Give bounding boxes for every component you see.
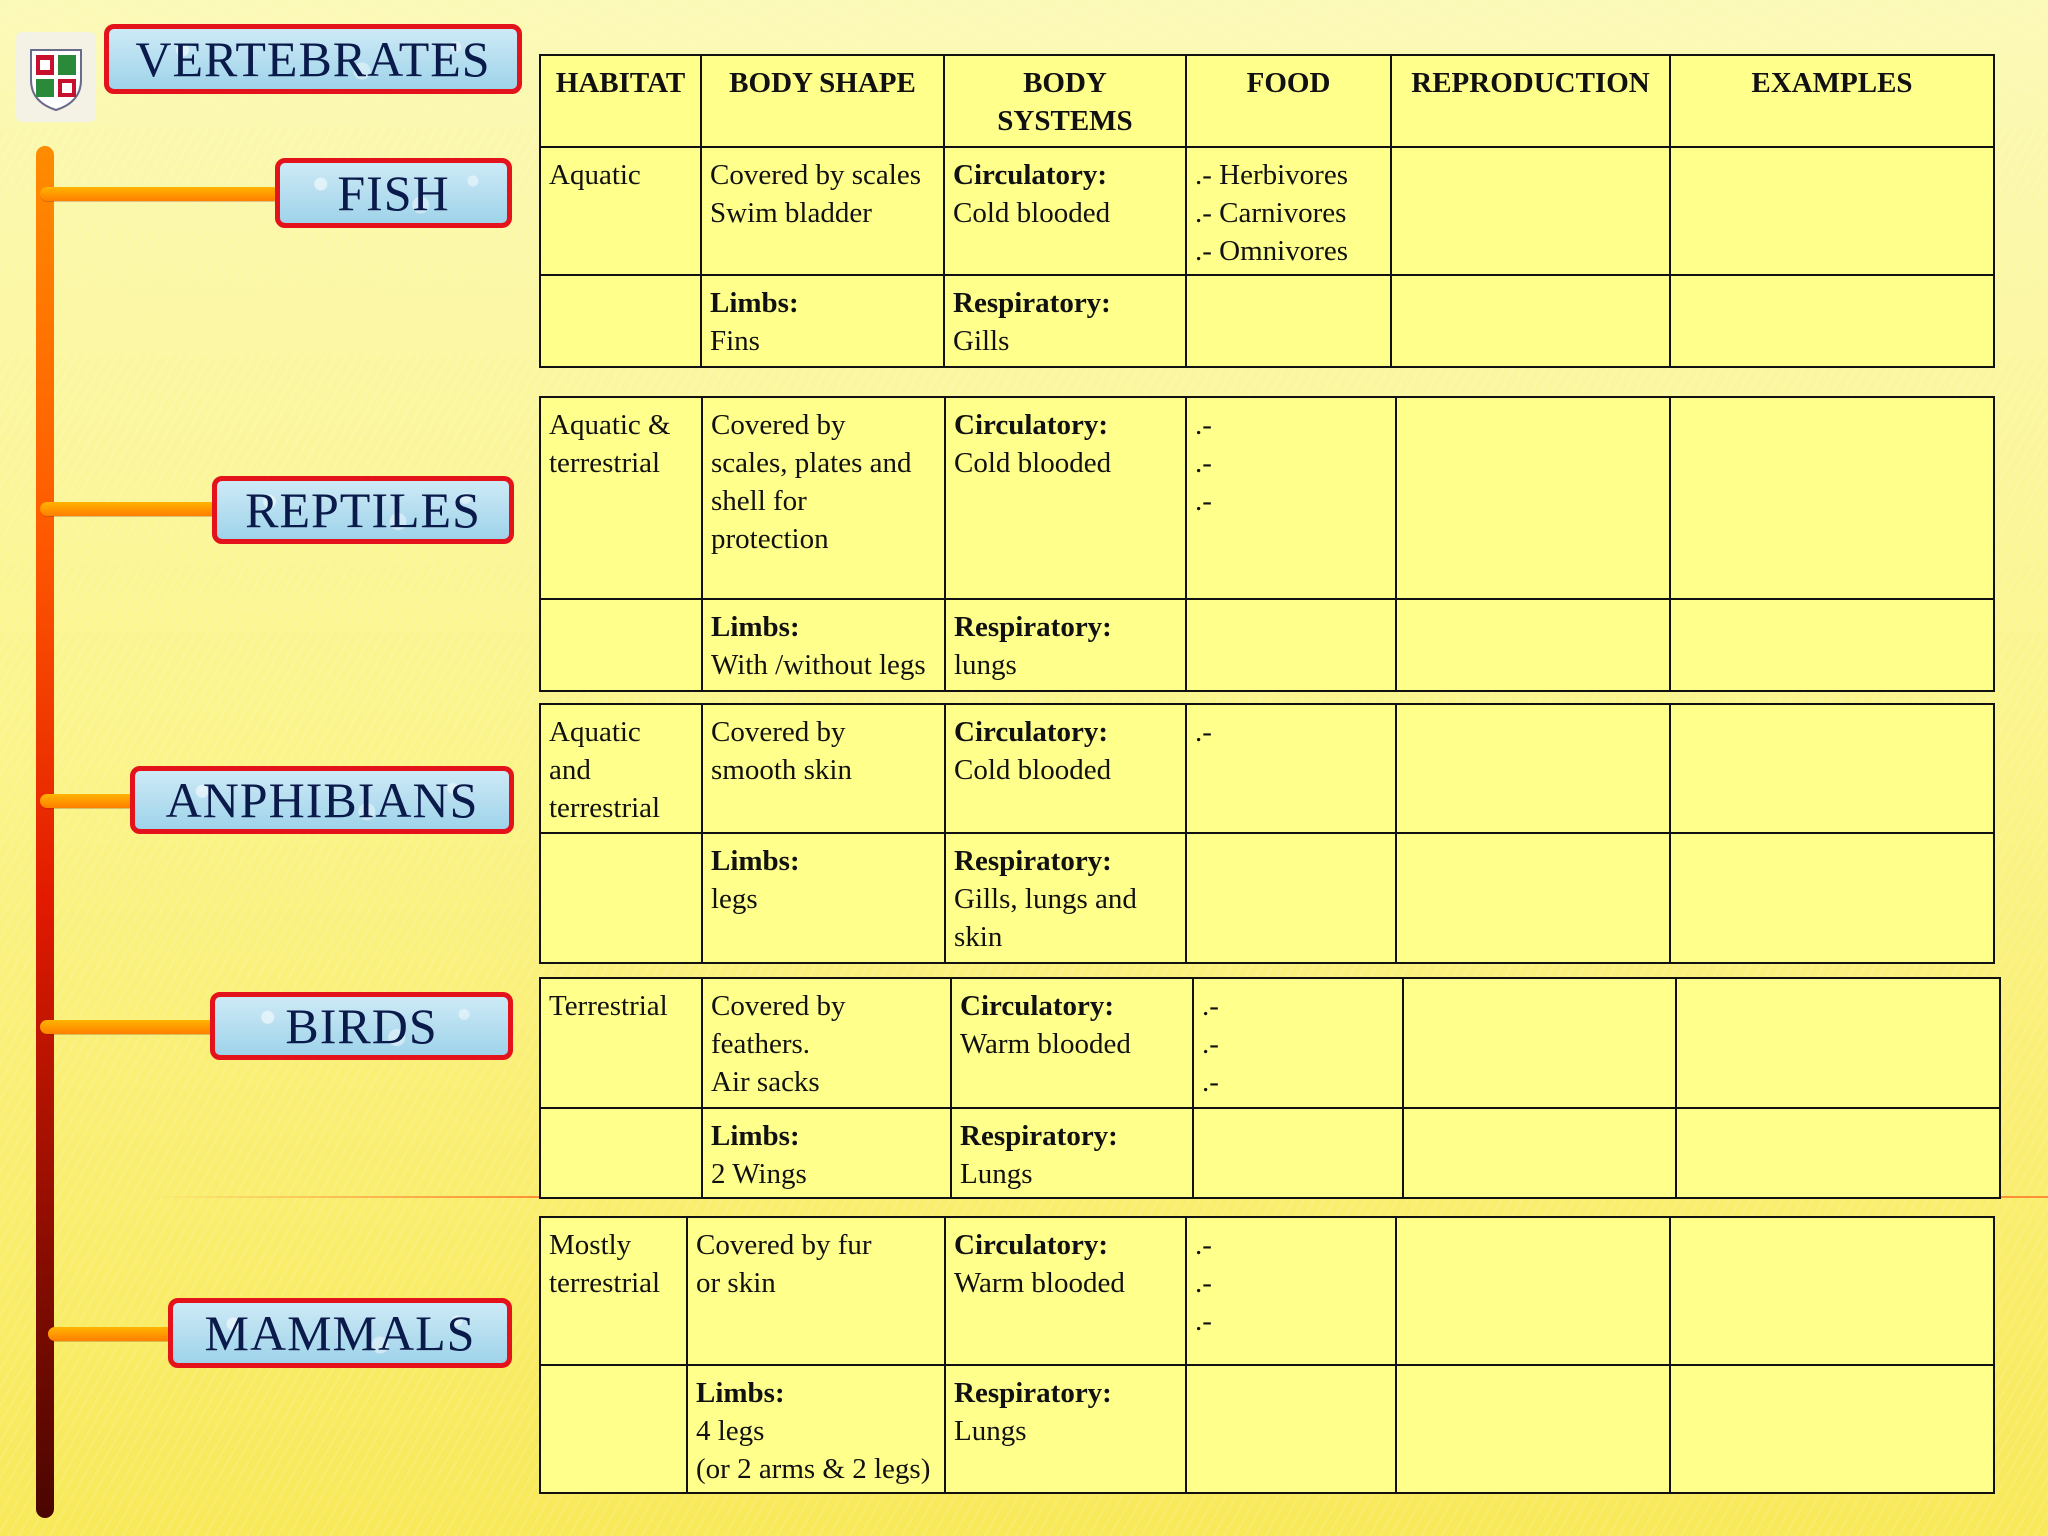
text-line: Warm blooded: [960, 1028, 1131, 1060]
amphibians-reproduction[interactable]: [1396, 704, 1670, 833]
amphibians-table: [539, 703, 1995, 964]
reptiles-reproduction[interactable]: [1396, 397, 1670, 599]
amphibians-circulatory: [945, 704, 1186, 833]
connector-birds: [40, 1020, 220, 1034]
title-vertebrates: [104, 24, 522, 94]
text-line: Covered by: [711, 409, 846, 441]
text-line: Covered by: [711, 990, 846, 1022]
text-line: Aquatic: [549, 716, 641, 748]
birds-limbs: [702, 1108, 951, 1198]
text-line: Limbs:: [711, 611, 800, 643]
reptiles-respiratory: [945, 599, 1186, 691]
mammals-respiratory: [945, 1365, 1186, 1493]
text-line: .-: [1195, 447, 1212, 479]
birds-food[interactable]: [1193, 978, 1403, 1108]
birds-reproduction-2[interactable]: [1403, 1108, 1676, 1198]
mammals-reproduction[interactable]: [1396, 1217, 1670, 1365]
amphibians-reproduction-2[interactable]: [1396, 833, 1670, 963]
amphibians-examples-2[interactable]: [1670, 833, 1994, 963]
fish-food-2: [1186, 275, 1391, 367]
label-mammals: [168, 1298, 512, 1368]
text-line: lungs: [954, 649, 1017, 681]
text-line: Gills, lungs and: [954, 883, 1137, 915]
amphibians-habitat: [540, 704, 702, 833]
amphibians-respiratory: [945, 833, 1186, 963]
text-line: (or 2 arms & 2 legs): [696, 1453, 931, 1485]
fish-body-shape: [701, 147, 944, 275]
reptiles-food-2: [1186, 599, 1396, 691]
fish-circulatory: [944, 147, 1186, 275]
text-line: Limbs:: [710, 287, 799, 319]
reptiles-examples-2[interactable]: [1670, 599, 1994, 691]
connector-reptiles: [40, 502, 220, 516]
text-line: 2 Wings: [711, 1158, 807, 1190]
reptiles-circulatory: [945, 397, 1186, 599]
text-line: Respiratory:: [953, 287, 1111, 319]
text-line: .-: [1195, 409, 1212, 441]
amphibians-body-shape: [702, 704, 945, 833]
text-line: .-: [1202, 1066, 1219, 1098]
mammals-reproduction-2[interactable]: [1396, 1365, 1670, 1493]
fish-food: [1186, 147, 1391, 275]
text-line: Lungs: [954, 1415, 1027, 1447]
text-line: Circulatory:: [953, 159, 1108, 191]
text-line: 4 legs: [696, 1415, 765, 1447]
text-line: Mostly: [549, 1229, 632, 1261]
text-line: .-: [1195, 716, 1212, 748]
connector-fish: [40, 187, 280, 201]
text-line: Circulatory:: [954, 409, 1109, 441]
amphibians-row-2: [540, 833, 1994, 963]
text-line: Circulatory:: [954, 1229, 1109, 1261]
text-line: With /without legs: [711, 649, 926, 681]
text-line: legs: [711, 883, 758, 915]
text-line: Respiratory:: [954, 611, 1112, 643]
text-line: Limbs:: [711, 1120, 800, 1152]
mammals-food-2: [1186, 1365, 1396, 1493]
text-line: Limbs:: [696, 1377, 785, 1409]
fish-row-1: [540, 147, 1994, 275]
label-amphibians: [130, 766, 514, 834]
text-line: Covered by fur: [696, 1229, 872, 1261]
text-line: protection: [711, 523, 829, 555]
fish-reproduction[interactable]: [1391, 147, 1670, 275]
title-text: VERTEBRATES: [135, 31, 491, 87]
label-fish-text: FISH: [337, 165, 450, 221]
text-line: Cold blooded: [953, 197, 1111, 229]
text-line: Fins: [710, 325, 760, 357]
text-line: Aquatic: [549, 159, 641, 191]
birds-respiratory: [951, 1108, 1193, 1198]
label-birds-text: BIRDS: [285, 998, 438, 1054]
text-line: Cold blooded: [954, 447, 1112, 479]
text-line: .- Omnivores: [1195, 235, 1349, 267]
text-line: terrestrial: [549, 447, 661, 479]
text-line: Terrestrial: [549, 990, 668, 1022]
birds-circulatory: [951, 978, 1193, 1108]
mammals-row-2: [540, 1365, 1994, 1493]
text-line: smooth skin: [711, 754, 852, 786]
text-line: Covered by: [711, 716, 846, 748]
reptiles-reproduction-2[interactable]: [1396, 599, 1670, 691]
text-line: Covered by scales: [710, 159, 921, 191]
text-line: .-: [1202, 1028, 1219, 1060]
text-line: terrestrial: [549, 792, 661, 824]
text-line: Circulatory:: [960, 990, 1115, 1022]
label-reptiles-text: REPTILES: [245, 482, 481, 538]
header-row: [540, 55, 1994, 147]
label-reptiles: [212, 476, 514, 544]
fish-respiratory: [944, 275, 1186, 367]
text-line: and: [549, 754, 591, 786]
amphibians-examples[interactable]: [1670, 704, 1994, 833]
birds-table: [539, 977, 2001, 1199]
fish-limbs: [701, 275, 944, 367]
text-line: Swim bladder: [710, 197, 872, 229]
fish-habitat: [540, 147, 701, 275]
reptiles-food[interactable]: [1186, 397, 1396, 599]
mammals-food[interactable]: [1186, 1217, 1396, 1365]
header-habitat: HABITAT: [540, 55, 701, 147]
header-examples: EXAMPLES: [1670, 55, 1994, 147]
text-line: feathers.: [711, 1028, 811, 1060]
reptiles-limbs: [702, 599, 945, 691]
birds-examples[interactable]: [1676, 978, 2000, 1108]
mammals-circulatory: [945, 1217, 1186, 1365]
birds-row-1: [540, 978, 2000, 1108]
birds-examples-2[interactable]: [1676, 1108, 2000, 1198]
birds-habitat: [540, 978, 702, 1108]
text-line: Circulatory:: [954, 716, 1109, 748]
connector-mammals: [48, 1327, 180, 1341]
label-mammals-text: MAMMALS: [204, 1305, 476, 1361]
text-line: Gills: [953, 325, 1010, 357]
mammals-limbs: [687, 1365, 945, 1493]
mammals-examples[interactable]: [1670, 1217, 1994, 1365]
text-line: .-: [1195, 1267, 1212, 1299]
birds-reproduction[interactable]: [1403, 978, 1676, 1108]
birds-body-shape: [702, 978, 951, 1108]
text-line: Lungs: [960, 1158, 1033, 1190]
fish-habitat-2: [540, 275, 701, 367]
reptiles-habitat: [540, 397, 702, 599]
label-fish: [275, 158, 512, 228]
text-line: Respiratory:: [954, 1377, 1112, 1409]
tree-trunk: [36, 146, 54, 1518]
connector-amphibians: [40, 794, 140, 808]
text-line: Respiratory:: [954, 845, 1112, 877]
text-line: shell for: [711, 485, 807, 517]
birds-food-2: [1193, 1108, 1403, 1198]
header-food: FOOD: [1186, 55, 1391, 147]
school-logo: [16, 32, 96, 122]
text-line: Limbs:: [711, 845, 800, 877]
text-line: skin: [954, 921, 1003, 953]
text-line: scales, plates and: [711, 447, 912, 479]
label-birds: [210, 992, 513, 1060]
label-amphibians-text: ANPHIBIANS: [165, 772, 479, 828]
text-line: .- Herbivores: [1195, 159, 1349, 191]
amphibians-food-2: [1186, 833, 1396, 963]
text-line: .-: [1195, 1305, 1212, 1337]
mammals-table: [539, 1216, 1995, 1494]
text-line: Warm blooded: [954, 1267, 1125, 1299]
text-line: Air sacks: [711, 1066, 820, 1098]
text-line: or skin: [696, 1267, 776, 1299]
amphibians-habitat-2: [540, 833, 702, 963]
reptiles-row-2: [540, 599, 1994, 691]
mammals-habitat: [540, 1217, 687, 1365]
mammals-habitat-2: [540, 1365, 687, 1493]
text-line: .-: [1195, 485, 1212, 517]
text-line: Respiratory:: [960, 1120, 1118, 1152]
text-line: .-: [1202, 990, 1219, 1022]
reptiles-table: [539, 396, 1995, 692]
amphibians-row-1: [540, 704, 1994, 833]
reptiles-examples[interactable]: [1670, 397, 1994, 599]
text-line: Aquatic &: [549, 409, 671, 441]
header-body-systems: BODY SYSTEMS: [944, 55, 1186, 147]
birds-row-2: [540, 1108, 2000, 1198]
header-body-shape: BODY SHAPE: [701, 55, 944, 147]
fish-table: [539, 54, 1995, 368]
birds-habitat-2: [540, 1108, 702, 1198]
amphibians-limbs: [702, 833, 945, 963]
text-line: .-: [1195, 1229, 1212, 1261]
crest-icon: [26, 42, 86, 112]
mammals-examples-2[interactable]: [1670, 1365, 1994, 1493]
reptiles-row-1: [540, 397, 1994, 599]
reptiles-body-shape: [702, 397, 945, 599]
fish-row-2: [540, 275, 1994, 367]
mammals-body-shape: [687, 1217, 945, 1365]
text-line: .- Carnivores: [1195, 197, 1347, 229]
mammals-row-1: [540, 1217, 1994, 1365]
text-line: Cold blooded: [954, 754, 1112, 786]
fish-examples[interactable]: [1670, 147, 1994, 275]
header-reproduction: REPRODUCTION: [1391, 55, 1670, 147]
reptiles-habitat-2: [540, 599, 702, 691]
fish-examples-2[interactable]: [1670, 275, 1994, 367]
text-line: terrestrial: [549, 1267, 661, 1299]
amphibians-food[interactable]: [1186, 704, 1396, 833]
fish-reproduction-2[interactable]: [1391, 275, 1670, 367]
